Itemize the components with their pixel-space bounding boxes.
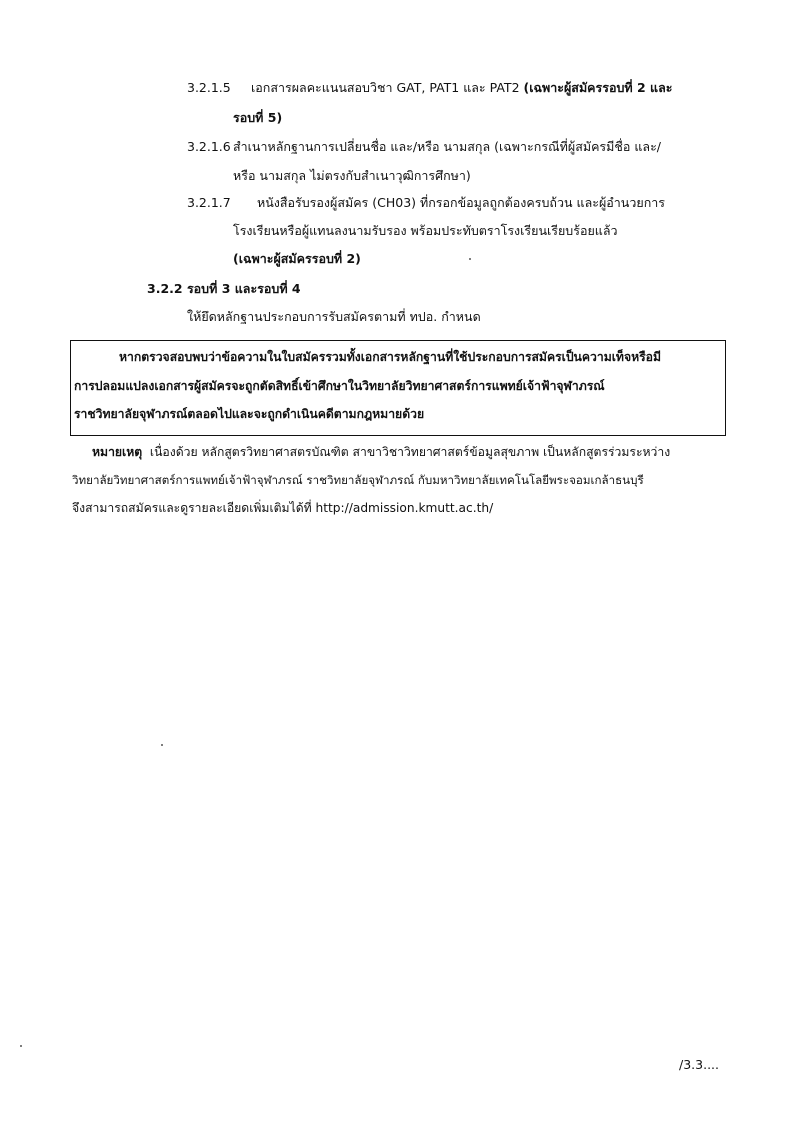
item-3-2-1-5-line1 [187, 79, 672, 97]
item-3-2-1-6-line2: หรือ นามสกุล ไม่ตรงกับสำเนาวุฒิการศึกษา) [233, 168, 471, 183]
note-line-2: วิทยาลัยวิทยาศาสตร์การแพทย์เจ้าฟ้าจุฬาภรณ์ ราชวิทยาลัยจุฬาภรณ์ กับมหาวิทยาลัยเทคโนโลยีพระจอมเกล้าธนบุรี [72, 473, 644, 487]
note-line-1 [92, 443, 670, 461]
item-number: 3.2.1.7 [187, 195, 231, 210]
scan-speck [469, 258, 471, 260]
item-text: สำเนาหลักฐานการเปลี่ยนชื่อ และ/หรือ นามสกุล (เฉพาะกรณีที่ผู้สมัครมีชื่อ และ/ [233, 139, 661, 154]
item-text: หนังสือรับรองผู้สมัคร (CH03) ที่กรอกข้อมูลถูกต้องครบถ้วน และผู้อำนวยการ [257, 195, 666, 210]
item-3-2-1-7-line1 [187, 194, 665, 212]
section-body: ให้ยึดหลักฐานประกอบการรับสมัครตามที่ ทปอ. กำหนด [187, 309, 481, 324]
item-3-2-1-7-line3: (เฉพาะผู้สมัครรอบที่ 2) [233, 251, 361, 266]
warning-line-2: การปลอมแปลงเอกสารผู้สมัครจะถูกตัดสิทธิ์เข้าศึกษาในวิทยาลัยวิทยาศาสตร์การแพทย์เจ้าฟ้าจุฬาภรณ์ [74, 379, 605, 393]
note-label: หมายเหตุ [92, 445, 143, 459]
item-3-2-1-6-line1 [187, 138, 661, 156]
warning-line-3: ราชวิทยาลัยจุฬาภรณ์ตลอดไปและจะถูกดำเนินคดีตามกฎหมายด้วย [74, 407, 425, 421]
item-number: 3.2.1.6 [187, 139, 231, 154]
item-number: 3.2.1.5 [187, 80, 231, 95]
note-line-3: จึงสามารถสมัครและดูรายละเอียดเพิ่มเติมได้ที่ http://admission.kmutt.ac.th/ [72, 501, 494, 515]
section-heading: 3.2.2 รอบที่ 3 และรอบที่ 4 [147, 281, 301, 296]
page-reference: /3.3.... [679, 1057, 719, 1072]
warning-line-1: หากตรวจสอบพบว่าข้อความในใบสมัครรวมทั้งเอกสารหลักฐานที่ใช้ประกอบการสมัครเป็นความเท็จหรือมี [119, 350, 662, 364]
item-3-2-1-7-line2: โรงเรียนหรือผู้แทนลงนามรับรอง พร้อมประทับตราโรงเรียนเรียบร้อยแล้ว [233, 223, 618, 238]
note-text: เนื่องด้วย หลักสูตรวิทยาศาสตรบัณฑิต สาขาวิชาวิทยาศาสตร์ข้อมูลสุขภาพ เป็นหลักสูตรร่วมระหว่าง [149, 445, 671, 459]
item-3-2-1-5-line2: รอบที่ 5) [233, 110, 283, 125]
item-text: เอกสารผลคะแนนสอบวิชา GAT, PAT1 และ PAT2 [251, 80, 520, 95]
scan-speck [20, 1045, 22, 1047]
item-bold-note: (เฉพาะผู้สมัครรอบที่ 2 และ [523, 80, 673, 95]
scan-speck [161, 744, 163, 746]
